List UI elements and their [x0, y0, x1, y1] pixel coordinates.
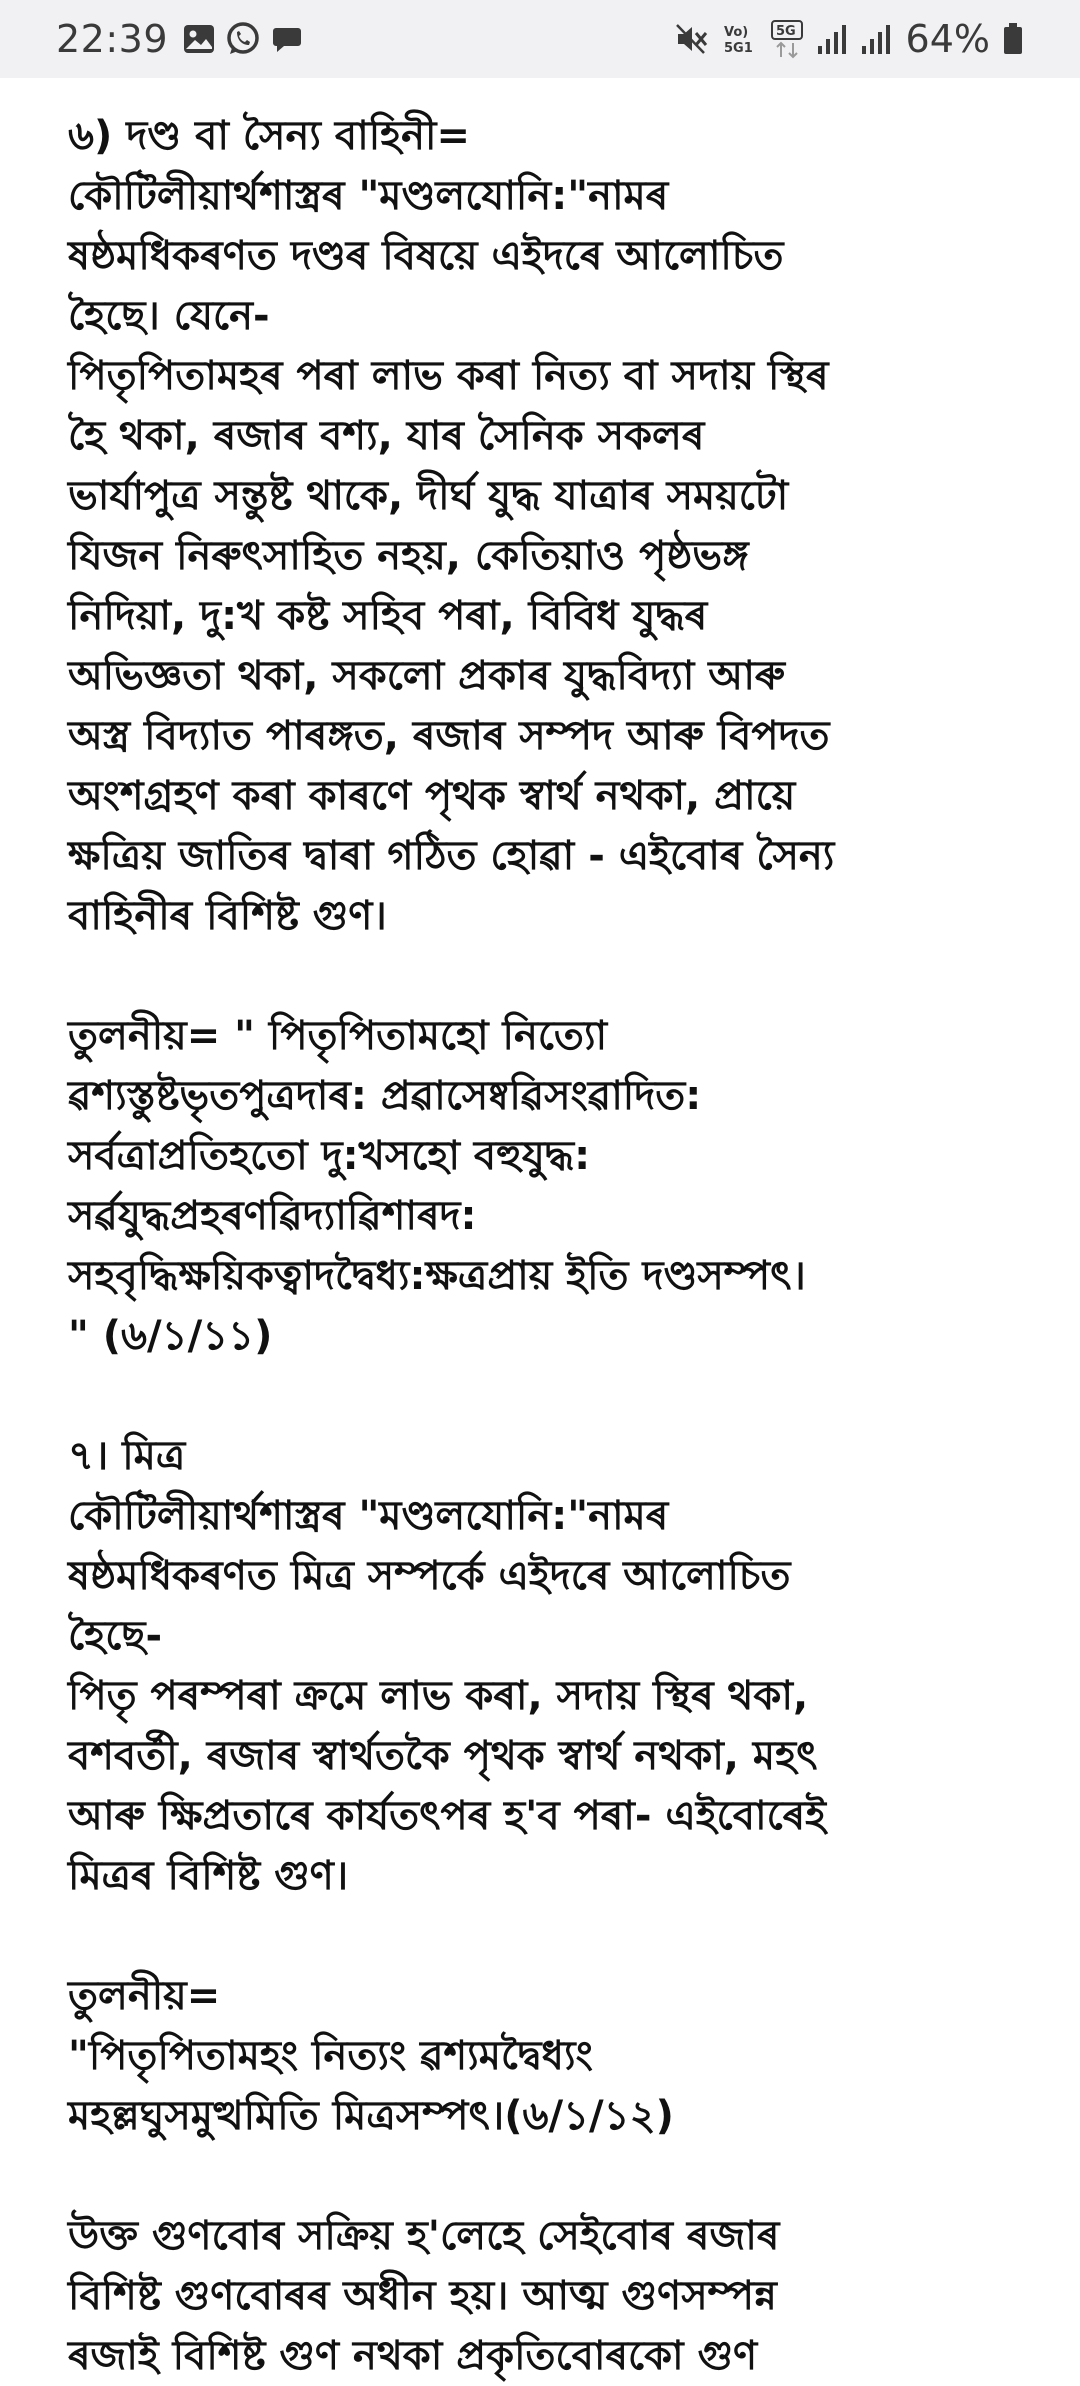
- text-line: সহবৃদ্ধিক্ষয়িকত্বাদদ্বৈধ্য:ক্ষত্ৰপ্ৰায় ইতি দণ্ডসম্পৎ।: [68, 1253, 806, 1299]
- text-line: ক্ষত্ৰিয় জাতিৰ দ্বাৰা গঠিত হোৱা - এইবোৰ সৈন্য: [68, 833, 835, 879]
- paragraph-mitra: [68, 1426, 1014, 1906]
- text-line: হৈছে-: [68, 1613, 163, 1659]
- svg-text:5G1: 5G1: [723, 41, 753, 56]
- battery-icon: [1002, 22, 1024, 56]
- volte-icon: [722, 21, 758, 57]
- text-line: " (৬/১/১১): [68, 1313, 273, 1359]
- paragraph-danda: [68, 106, 1014, 946]
- text-line: পিতৃপিতামহৰ পৰা লাভ কৰা নিত্য বা সদায় স্থিৰ: [68, 353, 829, 399]
- paragraph-conclusion: [68, 2206, 1014, 2386]
- status-bar-left: [56, 17, 312, 61]
- text-line: সৰ্বত্ৰাপ্ৰতিহতো দু:খসহো বহুযুদ্ধ:: [68, 1133, 591, 1179]
- text-line: কৌটিলীয়াৰ্থশাস্ত্ৰৰ "মণ্ডলযোনি:"নামৰ: [68, 1493, 669, 1539]
- text-line: পিতৃ পৰম্পৰা ক্ৰমে লাভ কৰা, সদায় স্থিৰ থকা,: [68, 1673, 809, 1719]
- text-line: অস্ত্ৰ বিদ্যাত পাৰঙ্গত, ৰজাৰ সম্পদ আৰু বিপদত: [68, 713, 830, 759]
- status-bar-right: [662, 17, 1024, 61]
- text-line: তুলনীয়=: [68, 1973, 221, 2019]
- text-line: ষষ্ঠমধিকৰণত দণ্ডৰ বিষয়ে এইদৰে আলোচিত: [68, 233, 784, 279]
- text-line: কৌটিলীয়াৰ্থশাস্ত্ৰৰ "মণ্ডলযোনি:"নামৰ: [68, 173, 669, 219]
- paragraph-mitra-comparison: [68, 1966, 1014, 2146]
- mute-icon: [674, 21, 710, 57]
- text-line: হৈছে। যেনে-: [68, 293, 270, 339]
- text-line: মিত্ৰৰ বিশিষ্ট গুণ।: [68, 1853, 349, 1899]
- status-bar: [0, 0, 1080, 78]
- text-line: মহল্লঘুসমুত্থমিতি মিত্ৰসম্পৎ।(৬/১/১২): [68, 2093, 674, 2139]
- text-line: নিদিয়া, দু:খ কষ্ট সহিব পৰা, বিবিধ যুদ্ধৰ: [68, 593, 708, 639]
- text-line: ৱশ্যস্তুষ্টভৃতপুত্ৰদাৰ: প্ৰৱাসেষ্বৱিসংৱাদিত:: [68, 1073, 702, 1119]
- clock: 22:39: [56, 17, 169, 61]
- text-line: ভাৰ্যাপুত্ৰ সন্তুষ্ট থাকে, দীৰ্ঘ যুদ্ধ যাত্ৰাৰ সময়টো: [68, 473, 789, 519]
- text-line: যিজন নিৰুৎসাহিত নহয়, কেতিয়াও পৃষ্ঠভঙ্গ: [68, 533, 749, 579]
- signal-icon: [860, 22, 892, 56]
- battery-percentage: 64%: [905, 17, 990, 61]
- text-line: অংশগ্ৰহণ কৰা কাৰণে পৃথক স্বাৰ্থ নথকা, প্ৰায়ে: [68, 773, 796, 819]
- text-line: ষষ্ঠমধিকৰণত মিত্ৰ সম্পৰ্কে এইদৰে আলোচিত: [68, 1553, 791, 1599]
- svg-text:5G: 5G: [775, 24, 796, 39]
- text-line: অভিজ্ঞতা থকা, সকলো প্ৰকাৰ যুদ্ধবিদ্যা আৰু: [68, 653, 786, 699]
- text-line: ৭। মিত্ৰ: [68, 1433, 186, 1479]
- text-line: হৈ থকা, ৰজাৰ বশ্য, যাৰ সৈনিক সকলৰ: [68, 413, 705, 459]
- text-line: তুলনীয়= " পিতৃপিতামহো নিত্যো: [68, 1013, 608, 1059]
- chat-bubble-icon: [270, 22, 304, 56]
- text-line: উক্ত গুণবোৰ সক্ৰিয় হ'লেহে সেইবোৰ ৰজাৰ: [68, 2213, 780, 2259]
- text-line: বিশিষ্ট গুণবোৰৰ অধীন হয়। আত্ম গুণসম্পন্ন: [68, 2273, 777, 2319]
- text-line: আৰু ক্ষিপ্ৰতাৰে কাৰ্যতৎপৰ হ'ব পৰা- এইবোৰেই: [68, 1793, 826, 1839]
- article-content: [0, 78, 1080, 2379]
- paragraph-danda-comparison: [68, 1006, 1014, 1366]
- text-line: ৬) দণ্ড বা সৈন্য বাহিনী=: [68, 113, 471, 159]
- text-line: বাহিনীৰ বিশিষ্ট গুণ।: [68, 893, 387, 939]
- gallery-icon: [182, 22, 216, 56]
- text-line: ৰজাই বিশিষ্ট গুণ নথকা প্ৰকৃতিবোৰকো গুণ: [68, 2333, 758, 2379]
- text-line: "পিতৃপিতামহং নিত্যং ৱশ্যমদ্বৈধ্যং: [68, 2033, 593, 2079]
- whatsapp-icon: [224, 20, 262, 58]
- text-line: বশবৰ্তী, ৰজাৰ স্বাৰ্থতকৈ পৃথক স্বাৰ্থ নথকা, মহৎ: [68, 1733, 818, 1779]
- svg-text:Vo): Vo): [723, 25, 748, 40]
- 5g-icon: [770, 19, 804, 59]
- text-line: সৰ্ৱযুদ্ধপ্ৰহৰণৱিদ্যাৱিশাৰদ:: [68, 1193, 477, 1239]
- signal-icon: [816, 22, 848, 56]
